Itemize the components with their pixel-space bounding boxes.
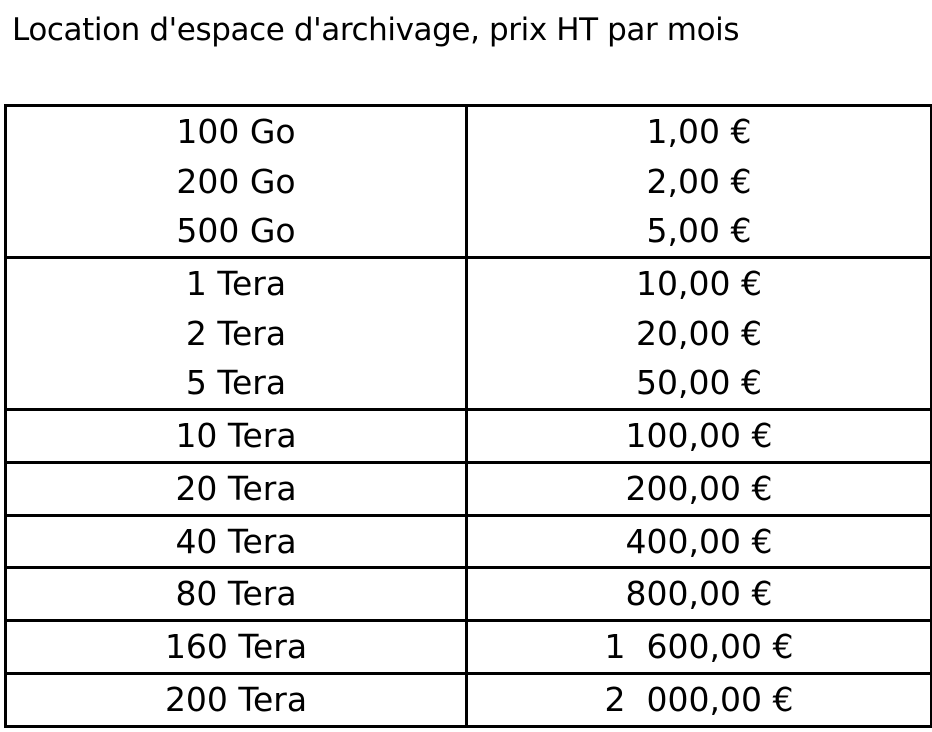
price-cell: 1 600,00 € — [467, 621, 932, 674]
capacity-cell: 100 Go — [6, 106, 467, 157]
capacity-cell: 5 Tera — [6, 358, 467, 409]
capacity-cell: 2 Tera — [6, 309, 467, 359]
price-cell: 2 000,00 € — [467, 674, 932, 727]
price-cell: 100,00 € — [467, 410, 932, 463]
table-row — [6, 568, 932, 621]
price-cell: 10,00 € — [467, 258, 932, 309]
price-cell: 800,00 € — [467, 568, 932, 621]
capacity-cell: 500 Go — [6, 206, 467, 257]
table-row — [6, 106, 932, 157]
table-row — [6, 157, 932, 207]
price-cell: 1,00 € — [467, 106, 932, 157]
price-cell: 20,00 € — [467, 309, 932, 359]
capacity-cell: 1 Tera — [6, 258, 467, 309]
price-cell: 400,00 € — [467, 515, 932, 568]
price-cell: 50,00 € — [467, 358, 932, 409]
table-row — [6, 674, 932, 727]
capacity-cell: 20 Tera — [6, 462, 467, 515]
table-row — [6, 309, 932, 359]
capacity-cell: 80 Tera — [6, 568, 467, 621]
pricing-table — [4, 104, 932, 728]
page-title: Location d'espace d'archivage, prix HT par mois — [12, 12, 740, 48]
capacity-cell: 160 Tera — [6, 621, 467, 674]
capacity-cell: 200 Go — [6, 157, 467, 207]
price-cell: 2,00 € — [467, 157, 932, 207]
table-row — [6, 258, 932, 309]
table-row — [6, 515, 932, 568]
table-row — [6, 358, 932, 409]
table-row — [6, 410, 932, 463]
table-row — [6, 621, 932, 674]
capacity-cell: 10 Tera — [6, 410, 467, 463]
price-cell: 5,00 € — [467, 206, 932, 257]
capacity-cell: 200 Tera — [6, 674, 467, 727]
table-row — [6, 206, 932, 257]
table-row — [6, 462, 932, 515]
price-cell: 200,00 € — [467, 462, 932, 515]
capacity-cell: 40 Tera — [6, 515, 467, 568]
